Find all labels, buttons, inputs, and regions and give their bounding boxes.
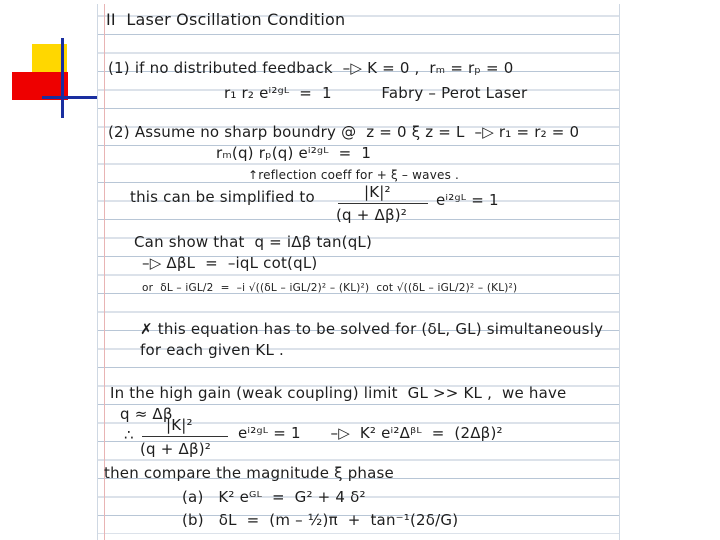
s2-line4-denominator: (q + Δβ)² xyxy=(336,206,407,224)
s2-line5: Can show that q = iΔβ tan(qL) xyxy=(134,233,373,251)
page-title: II Laser Oscillation Condition xyxy=(106,10,346,29)
s3-line3-denominator: (q + Δβ)² xyxy=(140,440,211,458)
s3-line6: (b) δL = (m – ½)π + tan⁻¹(2δ/G) xyxy=(182,511,459,529)
s3-therefore: ∴ xyxy=(124,426,134,444)
s2-line4-numerator: |K|² xyxy=(364,183,391,201)
decor-vertical-line xyxy=(61,38,64,118)
s3-line5: (a) K² eᴳᴸ = G² + 4 δ² xyxy=(182,488,366,506)
s3-line2: q ≈ Δβ xyxy=(120,405,173,423)
s3-line3-numerator: |K|² xyxy=(166,416,193,434)
s3-line4: then compare the magnitude ξ phase xyxy=(104,464,394,482)
s2-line6: –▷ ΔβL = –iqL cot(qL) xyxy=(142,254,318,272)
notebook-page xyxy=(97,4,620,540)
s2-line2: rₘ(q) rₚ(q) eⁱ²ᵍᴸ = 1 xyxy=(216,144,372,162)
s2-line3: ↑reflection coeff for + ξ – waves . xyxy=(248,168,460,182)
s2-line8: ✗ this equation has to be solved for (δL, GL) simultaneously xyxy=(140,320,604,338)
s2-line1: (2) Assume no sharp boundry @ z = 0 ξ z = L –▷ r₁ = r₂ = 0 xyxy=(108,123,580,141)
s2-line4-text: this can be simplified to xyxy=(130,188,315,206)
s1-line1: (1) if no distributed feedback –▷ K = 0 , rₘ = rₚ = 0 xyxy=(108,59,514,77)
fraction-bar-1 xyxy=(338,203,428,204)
page-margin-line xyxy=(104,4,105,540)
s2-line4-exp: eⁱ²ᵍᴸ = 1 xyxy=(436,191,499,209)
s2-line7: or δL – iGL/2 = –i √((δL – iGL/2)² – (KL)²) cot √((δL – iGL/2)² – (KL)²) xyxy=(142,282,518,294)
s1-line2: r₁ r₂ eⁱ²ᵍᴸ = 1 Fabry – Perot Laser xyxy=(224,84,528,102)
fraction-bar-2 xyxy=(142,436,228,437)
s3-line1: In the high gain (weak coupling) limit GL >> KL , we have xyxy=(110,384,567,402)
s2-line9: for each given KL . xyxy=(140,341,284,359)
decor-horizontal-line xyxy=(42,96,98,99)
s3-line3-rest: eⁱ²ᵍᴸ = 1 –▷ K² eⁱ²Δᵝᴸ = (2Δβ)² xyxy=(238,424,503,442)
